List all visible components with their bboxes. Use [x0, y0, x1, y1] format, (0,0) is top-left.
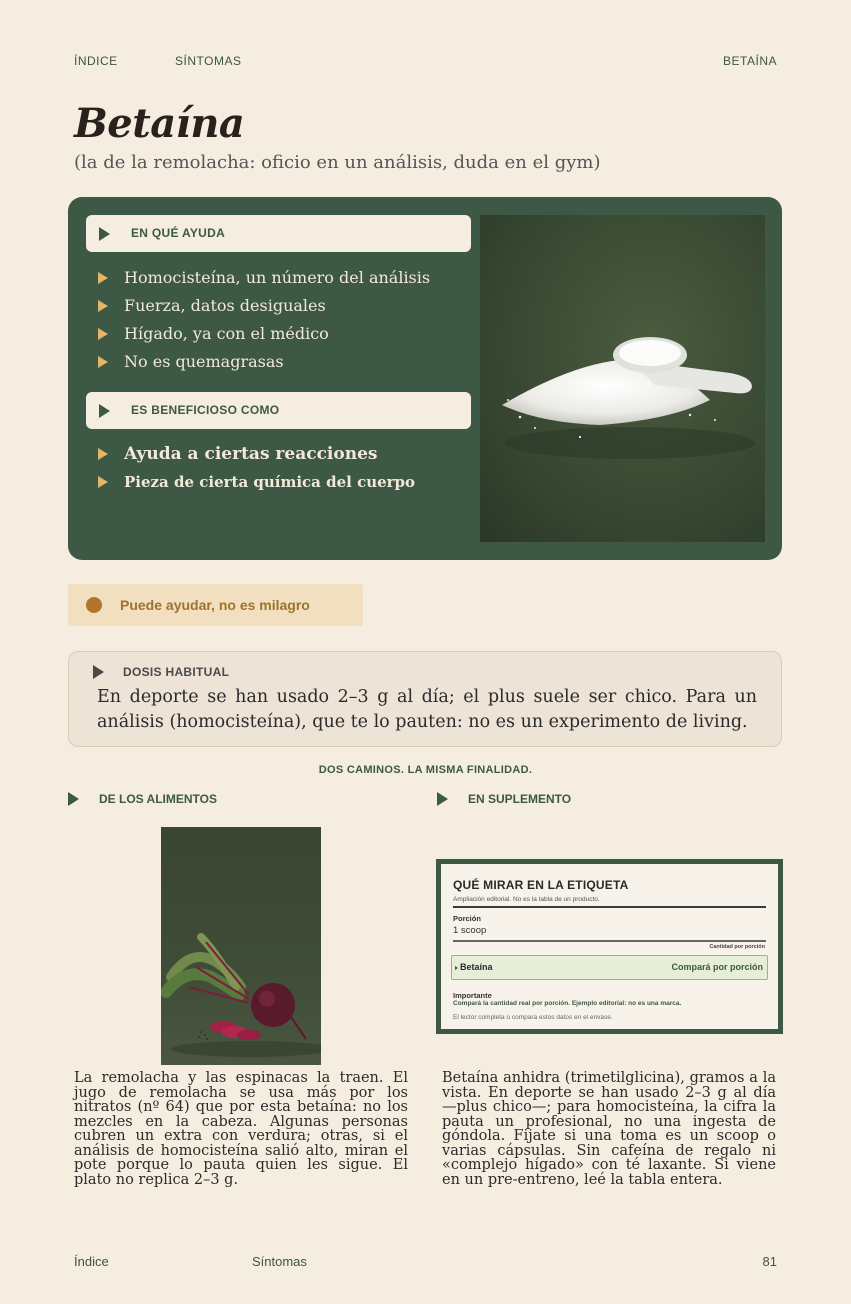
beneficial-heading: ES BENEFICIOSO COMO	[131, 403, 280, 417]
label-divider	[453, 940, 766, 942]
nutrient-row-betaina[interactable]: Betaína Compará por porción	[451, 955, 768, 980]
label-note: Ampliación editorial. No es la tabla de un producto.	[453, 896, 600, 903]
list-item: Ayuda a ciertas reacciones	[98, 442, 415, 470]
bullet-triangle-icon	[98, 328, 108, 340]
list-item: Homocisteína, un número del análisis	[98, 266, 430, 294]
beetroot-photo	[161, 827, 321, 1065]
list-item: Hígado, ya con el médico	[98, 322, 430, 350]
helps-heading: EN QUÉ AYUDA	[131, 226, 226, 240]
nav-link-indice[interactable]: ÍNDICE	[74, 54, 118, 68]
list-item: Fuerza, datos desiguales	[98, 294, 430, 322]
powder-scoop-illustration	[480, 215, 765, 542]
nav-link-sintomas[interactable]: SÍNTOMAS	[175, 54, 242, 68]
portion-label: Porción	[453, 914, 481, 923]
play-triangle-icon	[99, 404, 110, 418]
row-triangle-icon	[455, 966, 458, 970]
footer-link-indice[interactable]: Índice	[74, 1254, 109, 1269]
play-triangle-icon	[68, 792, 79, 806]
portion-value: 1 scoop	[453, 925, 487, 936]
per-portion-header: Cantidad por porción	[709, 944, 765, 950]
dose-box	[68, 651, 782, 747]
important-text: Compará la cantidad real por porción. Ejemplo editorial: no es una marca.	[453, 1000, 682, 1007]
nav-section-label: BETAÍNA	[723, 54, 777, 68]
dose-text: En deporte se han usado 2–3 g al día; el plus suele ser chico. Para un análisis (homocisteína), que te lo pauten: no es un experimento de living.	[97, 687, 757, 732]
beneficial-heading-pill[interactable]	[86, 392, 471, 429]
beetroot-illustration	[161, 827, 321, 1065]
play-triangle-icon	[93, 665, 104, 679]
food-text: La remolacha y las espinacas la traen. El jugo de remolacha se usa más por los nitratos (nº 64) que por esta betaína: no los mezcles en la cabeza. Algunas personas cubren un extra con verdura; otras, si el análisis de homocisteína salió alto, miran el pote porque lo pauta quien les sigue. El plato no replica 2–3 g.	[74, 1070, 408, 1188]
bullet-triangle-icon	[98, 448, 108, 460]
play-triangle-icon	[437, 792, 448, 806]
two-ways-heading: DOS CAMINOS. LA MISMA FINALIDAD.	[318, 764, 533, 776]
footer-link-sintomas[interactable]: Síntomas	[252, 1254, 307, 1269]
evidence-badge	[68, 584, 363, 626]
helps-list	[98, 266, 430, 378]
supplement-text: Betaína anhidra (trimetilglicina), gramos a la vista. En deporte se han usado 2–3 g al día —plus chico—; para homocisteína, la cifra la pauta un profesional, no una ingesta de góndola. Fijate si una toma es un scoop o varias cápsulas. Sin cafeína de regalo ni «complejo hígado» con té laxante. Si viene en un pre-entreno, leé la tabla entera.	[442, 1070, 776, 1188]
bullet-triangle-icon	[98, 300, 108, 312]
dose-heading: DOSIS HABITUAL	[123, 665, 230, 679]
bottom-nav	[74, 1254, 777, 1270]
supplement-label-panel	[436, 859, 783, 1034]
label-footer: El lector completa o compara estos datos en el envase.	[453, 1014, 613, 1021]
play-triangle-icon	[99, 227, 110, 241]
page-title: Betaína	[74, 100, 245, 147]
beneficial-list	[98, 442, 415, 498]
page-number: 81	[762, 1254, 777, 1269]
bullet-triangle-icon	[98, 476, 108, 488]
bullet-triangle-icon	[98, 356, 108, 368]
label-title: QUÉ MIRAR EN LA ETIQUETA	[453, 878, 629, 892]
helps-heading-pill[interactable]	[86, 215, 471, 252]
top-nav	[74, 54, 777, 70]
betaine-powder-photo	[480, 215, 765, 542]
list-item: Pieza de cierta química del cuerpo	[98, 470, 415, 498]
page-subtitle: (la de la remolacha: oficio en un análisis, duda en el gym)	[74, 152, 601, 173]
list-item: No es quemagrasas	[98, 350, 430, 378]
label-divider	[453, 906, 766, 908]
status-dot-icon	[86, 597, 102, 613]
bullet-triangle-icon	[98, 272, 108, 284]
benefits-card	[68, 197, 782, 560]
badge-text: Puede ayudar, no es milagro	[120, 597, 310, 613]
important-label: Importante	[453, 991, 492, 1000]
